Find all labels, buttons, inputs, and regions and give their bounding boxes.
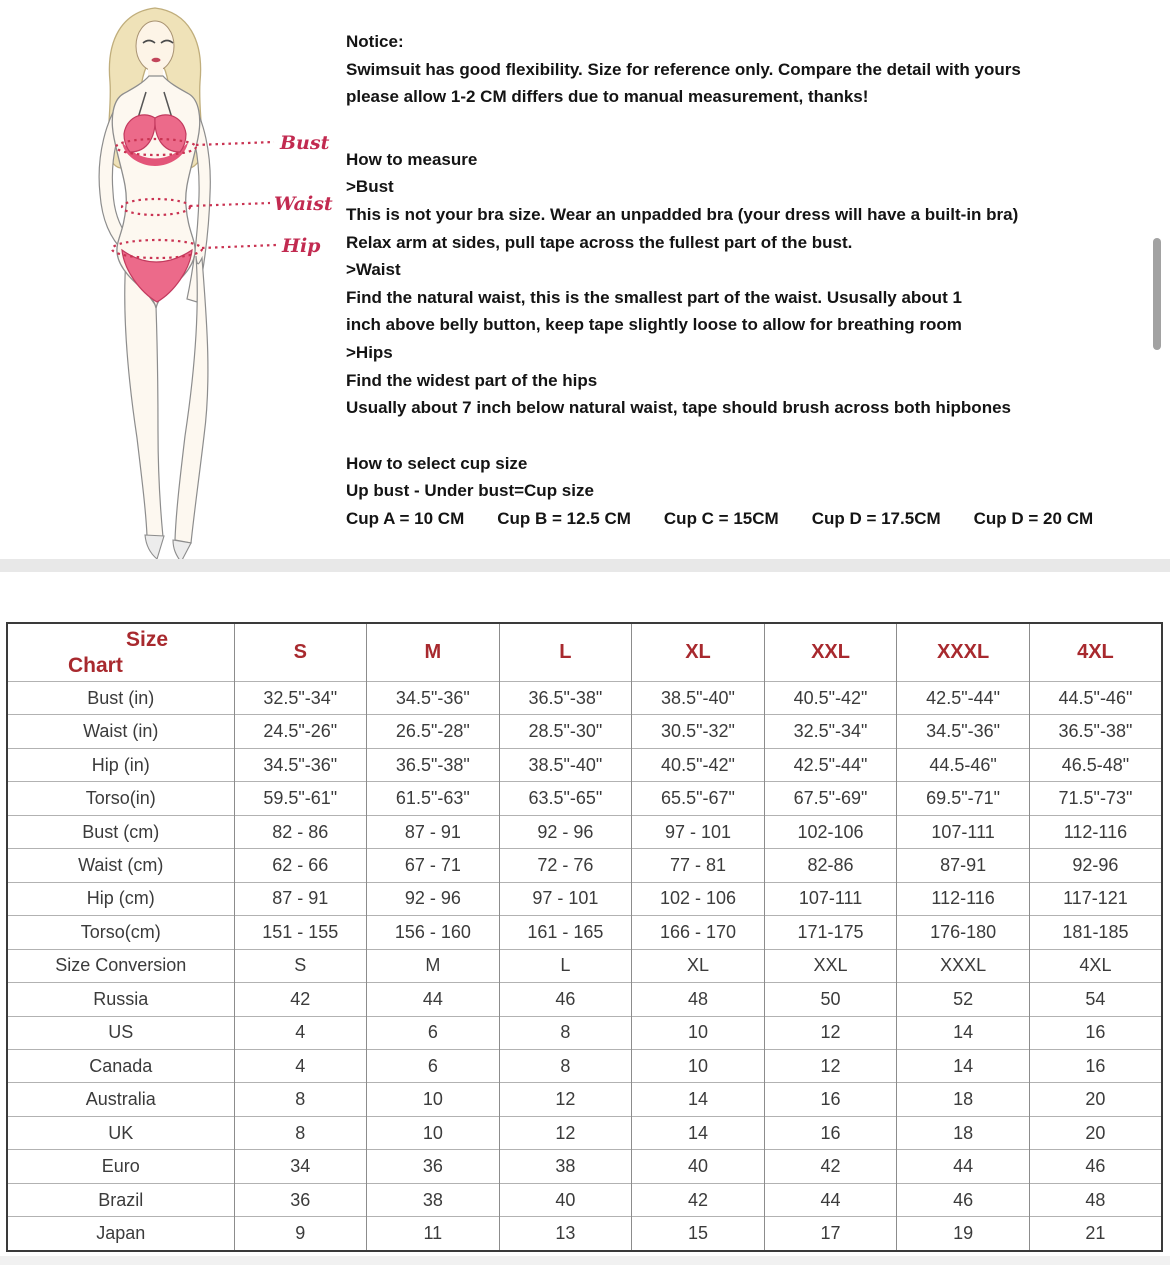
table-row bbox=[7, 949, 1162, 982]
table-cell: 61.5"-63" bbox=[367, 782, 500, 815]
size-column-header: XXXL bbox=[897, 623, 1030, 682]
figure-lips bbox=[152, 58, 161, 62]
table-cell: 40 bbox=[499, 1183, 632, 1216]
table-cell: 107-111 bbox=[897, 815, 1030, 848]
table-cell: 42 bbox=[764, 1150, 897, 1183]
table-row bbox=[7, 983, 1162, 1016]
cup-size-values bbox=[346, 505, 1146, 533]
figure-face bbox=[136, 21, 174, 71]
table-cell: 16 bbox=[764, 1083, 897, 1116]
table-cell: 34.5"-36" bbox=[367, 682, 500, 715]
row-label: Canada bbox=[7, 1049, 234, 1082]
table-header-row bbox=[7, 623, 1162, 682]
table-cell: 176-180 bbox=[897, 916, 1030, 949]
table-cell: 50 bbox=[764, 983, 897, 1016]
table-cell: 14 bbox=[897, 1049, 1030, 1082]
table-cell: 166 - 170 bbox=[632, 916, 765, 949]
table-cell: 67.5"-69" bbox=[764, 782, 897, 815]
table-cell: 48 bbox=[1029, 1183, 1162, 1216]
table-cell: 13 bbox=[499, 1217, 632, 1251]
table-cell: 71.5"-73" bbox=[1029, 782, 1162, 815]
table-cell: 8 bbox=[499, 1049, 632, 1082]
size-column-header: 4XL bbox=[1029, 623, 1162, 682]
table-cell: 10 bbox=[632, 1049, 765, 1082]
table-cell: 156 - 160 bbox=[367, 916, 500, 949]
table-row bbox=[7, 748, 1162, 781]
table-cell: 59.5"-61" bbox=[234, 782, 367, 815]
bust-instruction-line: This is not your bra size. Wear an unpadded bra (your dress will have a built-in bra) bbox=[346, 204, 1019, 224]
table-cell: 34.5"-36" bbox=[897, 715, 1030, 748]
bust-section-label: >Bust bbox=[346, 177, 394, 197]
waist-instruction-line: inch above belly button, keep tape slightly loose to allow for breathing room bbox=[346, 315, 962, 335]
table-cell: 40.5"-42" bbox=[632, 748, 765, 781]
size-column-header: XXL bbox=[764, 623, 897, 682]
table-cell: 34.5"-36" bbox=[234, 748, 367, 781]
table-row bbox=[7, 1150, 1162, 1183]
table-cell: 18 bbox=[897, 1083, 1030, 1116]
table-row bbox=[7, 1217, 1162, 1251]
table-cell: 46 bbox=[499, 983, 632, 1016]
table-cell: 10 bbox=[367, 1083, 500, 1116]
table-cell: 102-106 bbox=[764, 815, 897, 848]
table-cell: XL bbox=[632, 949, 765, 982]
table-cell: 97 - 101 bbox=[499, 882, 632, 915]
table-cell: 48 bbox=[632, 983, 765, 1016]
table-cell: 12 bbox=[499, 1083, 632, 1116]
cup-value: Cup D = 20 CM bbox=[973, 508, 1094, 528]
table-row bbox=[7, 849, 1162, 882]
table-cell: 38 bbox=[367, 1183, 500, 1216]
table-cell: 9 bbox=[234, 1217, 367, 1251]
table-cell: 4 bbox=[234, 1016, 367, 1049]
table-row bbox=[7, 916, 1162, 949]
table-cell: 8 bbox=[234, 1083, 367, 1116]
row-label: UK bbox=[7, 1116, 234, 1149]
table-cell: 16 bbox=[1029, 1049, 1162, 1082]
table-cell: 8 bbox=[234, 1116, 367, 1149]
table-cell: 38 bbox=[499, 1150, 632, 1183]
size-chart-corner-cell bbox=[7, 623, 234, 682]
cup-value: Cup D = 17.5CM bbox=[811, 508, 941, 528]
table-cell: 62 - 66 bbox=[234, 849, 367, 882]
table-cell: 87 - 91 bbox=[367, 815, 500, 848]
table-cell: 14 bbox=[632, 1116, 765, 1149]
table-cell: 11 bbox=[367, 1217, 500, 1251]
waist-instruction-line: Find the natural waist, this is the smallest part of the waist. Ususally about 1 bbox=[346, 287, 962, 307]
row-label: Bust (in) bbox=[7, 682, 234, 715]
table-cell: 72 - 76 bbox=[499, 849, 632, 882]
table-cell: 8 bbox=[499, 1016, 632, 1049]
table-cell: 92 - 96 bbox=[499, 815, 632, 848]
corner-chart-label: Chart bbox=[68, 653, 123, 677]
size-column-header: S bbox=[234, 623, 367, 682]
row-label: Brazil bbox=[7, 1183, 234, 1216]
table-cell: 36 bbox=[234, 1183, 367, 1216]
table-cell: 69.5"-71" bbox=[897, 782, 1030, 815]
table-cell: 15 bbox=[632, 1217, 765, 1251]
cup-value: Cup A = 10 CM bbox=[346, 508, 465, 528]
cup-size-formula: Up bust - Under bust=Cup size bbox=[346, 481, 594, 501]
table-cell: 32.5"-34" bbox=[234, 682, 367, 715]
table-cell: XXXL bbox=[897, 949, 1030, 982]
table-cell: 36.5"-38" bbox=[1029, 715, 1162, 748]
table-cell: 181-185 bbox=[1029, 916, 1162, 949]
table-cell: 44.5-46" bbox=[897, 748, 1030, 781]
waist-figure-label: Waist bbox=[274, 193, 333, 215]
row-label: Australia bbox=[7, 1083, 234, 1116]
row-label: Torso(in) bbox=[7, 782, 234, 815]
table-cell: 42 bbox=[632, 1183, 765, 1216]
table-cell: 97 - 101 bbox=[632, 815, 765, 848]
row-label: Euro bbox=[7, 1150, 234, 1183]
table-cell: 38.5"-40" bbox=[632, 682, 765, 715]
hips-instruction-line: Usually about 7 inch below natural waist, tape should brush across both hipbones bbox=[346, 398, 1011, 418]
row-label: Hip (in) bbox=[7, 748, 234, 781]
table-cell: 36.5"-38" bbox=[367, 748, 500, 781]
table-cell: 77 - 81 bbox=[632, 849, 765, 882]
table-cell: 54 bbox=[1029, 983, 1162, 1016]
table-cell: 20 bbox=[1029, 1083, 1162, 1116]
size-chart-body bbox=[7, 682, 1162, 1252]
table-cell: 44 bbox=[897, 1150, 1030, 1183]
table-cell: 171-175 bbox=[764, 916, 897, 949]
figure-left-shoe bbox=[145, 535, 164, 559]
table-row bbox=[7, 1183, 1162, 1216]
size-column-header: M bbox=[367, 623, 500, 682]
table-row bbox=[7, 715, 1162, 748]
table-cell: 44 bbox=[367, 983, 500, 1016]
table-cell: 42.5"-44" bbox=[897, 682, 1030, 715]
hip-figure-label: Hip bbox=[282, 235, 321, 257]
table-cell: 36 bbox=[367, 1150, 500, 1183]
notice-title: Notice: bbox=[346, 32, 404, 51]
table-cell: 92-96 bbox=[1029, 849, 1162, 882]
bottom-margin bbox=[0, 1256, 1170, 1265]
figure-illustration bbox=[10, 6, 340, 562]
measurement-guide-text bbox=[346, 28, 1146, 533]
table-cell: 67 - 71 bbox=[367, 849, 500, 882]
table-cell: 42.5"-44" bbox=[764, 748, 897, 781]
table-cell: 28.5"-30" bbox=[499, 715, 632, 748]
table-cell: 12 bbox=[764, 1016, 897, 1049]
row-label: Japan bbox=[7, 1217, 234, 1251]
table-cell: 4XL bbox=[1029, 949, 1162, 982]
row-label: Waist (in) bbox=[7, 715, 234, 748]
measurement-figure bbox=[10, 6, 340, 562]
table-cell: 16 bbox=[764, 1116, 897, 1149]
table-cell: 32.5"-34" bbox=[764, 715, 897, 748]
section-divider bbox=[0, 559, 1170, 572]
table-row bbox=[7, 1116, 1162, 1149]
table-cell: 19 bbox=[897, 1217, 1030, 1251]
table-cell: 12 bbox=[764, 1049, 897, 1082]
row-label: Torso(cm) bbox=[7, 916, 234, 949]
table-cell: 42 bbox=[234, 983, 367, 1016]
cup-value: Cup B = 12.5 CM bbox=[497, 508, 631, 528]
table-cell: 17 bbox=[764, 1217, 897, 1251]
row-label: Hip (cm) bbox=[7, 882, 234, 915]
table-cell: 46 bbox=[1029, 1150, 1162, 1183]
corner-size-label: Size bbox=[126, 627, 169, 651]
row-label: Waist (cm) bbox=[7, 849, 234, 882]
table-cell: 6 bbox=[367, 1016, 500, 1049]
table-cell: 102 - 106 bbox=[632, 882, 765, 915]
table-cell: 14 bbox=[632, 1083, 765, 1116]
size-chart-table bbox=[6, 622, 1163, 1252]
row-label: US bbox=[7, 1016, 234, 1049]
table-cell: XXL bbox=[764, 949, 897, 982]
table-cell: 4 bbox=[234, 1049, 367, 1082]
hips-instruction-line: Find the widest part of the hips bbox=[346, 370, 598, 390]
table-cell: 10 bbox=[367, 1116, 500, 1149]
table-cell: 26.5"-28" bbox=[367, 715, 500, 748]
table-cell: 63.5"-65" bbox=[499, 782, 632, 815]
table-cell: 10 bbox=[632, 1016, 765, 1049]
hip-leader-line bbox=[202, 245, 276, 248]
table-cell: 117-121 bbox=[1029, 882, 1162, 915]
table-cell: 151 - 155 bbox=[234, 916, 367, 949]
cup-size-title: How to select cup size bbox=[346, 453, 528, 473]
table-cell: 65.5"-67" bbox=[632, 782, 765, 815]
table-cell: 6 bbox=[367, 1049, 500, 1082]
table-cell: 112-116 bbox=[897, 882, 1030, 915]
size-column-header: L bbox=[499, 623, 632, 682]
bust-instruction-line: Relax arm at sides, pull tape across the fullest part of the bust. bbox=[346, 232, 853, 252]
table-cell: 46 bbox=[897, 1183, 1030, 1216]
table-cell: 12 bbox=[499, 1116, 632, 1149]
hips-section-label: >Hips bbox=[346, 342, 393, 362]
row-label: Bust (cm) bbox=[7, 815, 234, 848]
table-row bbox=[7, 815, 1162, 848]
table-cell: 18 bbox=[897, 1116, 1030, 1149]
table-cell: 112-116 bbox=[1029, 815, 1162, 848]
table-cell: 82-86 bbox=[764, 849, 897, 882]
bust-figure-label: Bust bbox=[280, 132, 330, 154]
table-cell: 34 bbox=[234, 1150, 367, 1183]
table-cell: 40.5"-42" bbox=[764, 682, 897, 715]
table-cell: M bbox=[367, 949, 500, 982]
waist-section-label: >Waist bbox=[346, 260, 401, 280]
row-label: Russia bbox=[7, 983, 234, 1016]
table-cell: 87-91 bbox=[897, 849, 1030, 882]
notice-line: Swimsuit has good flexibility. Size for reference only. Compare the detail with yours bbox=[346, 59, 1021, 79]
table-row bbox=[7, 1016, 1162, 1049]
table-cell: 82 - 86 bbox=[234, 815, 367, 848]
table-row bbox=[7, 1049, 1162, 1082]
table-cell: 20 bbox=[1029, 1116, 1162, 1149]
how-to-measure-title: How to measure bbox=[346, 149, 478, 169]
table-cell: S bbox=[234, 949, 367, 982]
notice-line: please allow 1-2 CM differs due to manual measurement, thanks! bbox=[346, 87, 869, 107]
table-cell: 24.5"-26" bbox=[234, 715, 367, 748]
table-row bbox=[7, 882, 1162, 915]
table-cell: 40 bbox=[632, 1150, 765, 1183]
table-cell: 30.5"-32" bbox=[632, 715, 765, 748]
table-cell: 107-111 bbox=[764, 882, 897, 915]
table-cell: 46.5-48" bbox=[1029, 748, 1162, 781]
row-label: Size Conversion bbox=[7, 949, 234, 982]
size-column-header: XL bbox=[632, 623, 765, 682]
table-cell: 16 bbox=[1029, 1016, 1162, 1049]
scrollbar-thumb[interactable] bbox=[1153, 238, 1161, 350]
cup-value: Cup C = 15CM bbox=[663, 508, 779, 528]
table-row bbox=[7, 682, 1162, 715]
table-cell: 161 - 165 bbox=[499, 916, 632, 949]
table-cell: 44 bbox=[764, 1183, 897, 1216]
table-cell: 21 bbox=[1029, 1217, 1162, 1251]
table-row bbox=[7, 782, 1162, 815]
table-cell: L bbox=[499, 949, 632, 982]
table-cell: 36.5"-38" bbox=[499, 682, 632, 715]
table-row bbox=[7, 1083, 1162, 1116]
table-cell: 38.5"-40" bbox=[499, 748, 632, 781]
table-cell: 52 bbox=[897, 983, 1030, 1016]
table-cell: 44.5"-46" bbox=[1029, 682, 1162, 715]
table-cell: 87 - 91 bbox=[234, 882, 367, 915]
table-cell: 14 bbox=[897, 1016, 1030, 1049]
table-cell: 92 - 96 bbox=[367, 882, 500, 915]
